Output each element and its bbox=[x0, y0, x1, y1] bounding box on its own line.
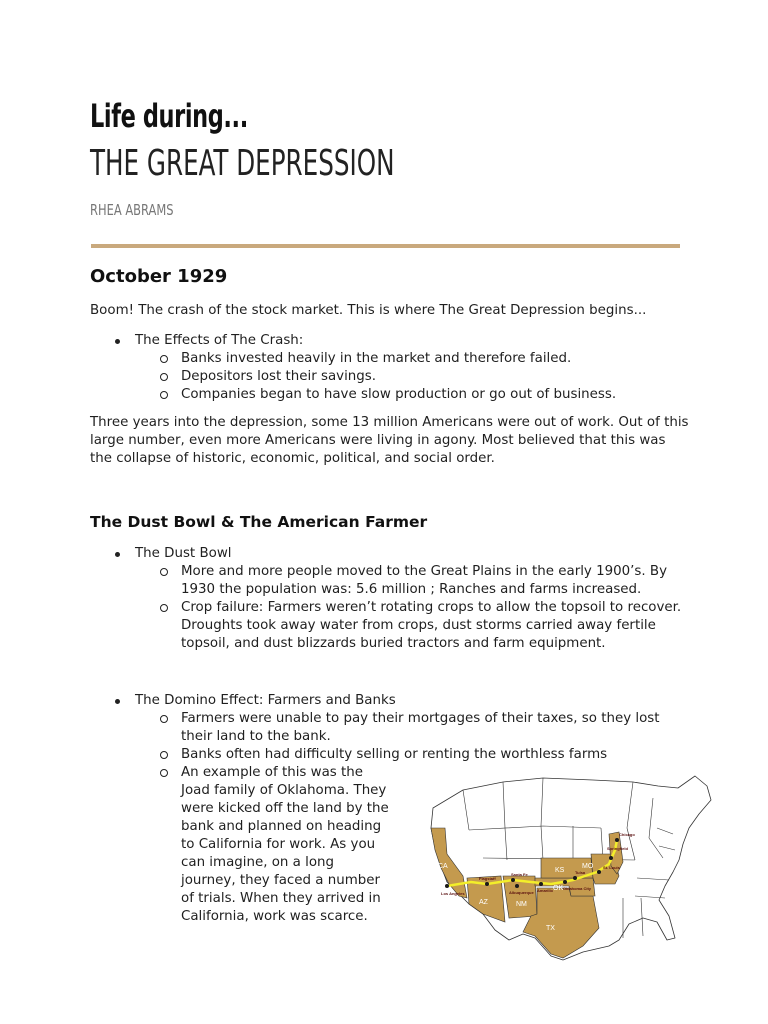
city-label-santa-fe: Santa Fe bbox=[511, 872, 528, 877]
section-heading-october-1929: October 1929 bbox=[90, 266, 228, 287]
title-divider bbox=[91, 244, 680, 248]
dust-bowl-list bbox=[90, 545, 690, 653]
city-label-st-louis: St. Louis bbox=[603, 865, 620, 870]
state-label-ks: KS bbox=[555, 867, 565, 874]
subitem-great-plains-population: More and more people moved to the Great Plains in the early 1900’s. By 1930 the population was: 5.6 million ; Ranches and farms increased. bbox=[90, 563, 690, 599]
state-label-tx: TX bbox=[546, 925, 555, 932]
city-dot bbox=[511, 878, 515, 882]
subitem-banks-failed: Banks invested heavily in the market and therefore failed. bbox=[90, 350, 690, 368]
subitem-banks-difficulty: Banks often had difficulty selling or renting the worthless farms bbox=[90, 746, 690, 764]
subitem-joad-family: An example of this was the Joad family of Oklahoma. They were kicked off the land by the bank and planned on heading to California for work. As you can imagine, on a long journey, they faced a number of trials. When they arrived in California, work was scarce. bbox=[90, 764, 391, 926]
intro-paragraph: Boom! The crash of the stock market. This is where The Great Depression begins... bbox=[90, 303, 647, 318]
city-label-chicago: Chicago bbox=[619, 832, 635, 837]
title-line-1: Life during... bbox=[90, 97, 248, 135]
city-dot bbox=[615, 838, 619, 842]
city-label-los-angeles: Los Angeles bbox=[441, 891, 465, 896]
city-dot bbox=[485, 882, 489, 886]
bullet-effects-of-crash: The Effects of The Crash: bbox=[90, 332, 690, 350]
subitem-farmers-lost-land: Farmers were unable to pay their mortgages of their taxes, so they lost their land to the bank. bbox=[90, 710, 690, 746]
city-dot bbox=[597, 870, 601, 874]
author-name: RHEA ABRAMS bbox=[90, 201, 174, 219]
city-dot bbox=[609, 856, 613, 860]
us-route-66-map bbox=[423, 768, 721, 968]
state-label-ok: OK bbox=[553, 885, 564, 892]
section-heading-dust-bowl: The Dust Bowl & The American Farmer bbox=[90, 513, 428, 531]
unemployment-paragraph: Three years into the depression, some 13 million Americans were out of work. Out of this large number, even more Americans were living in agony. Most believed that this was the collapse of historic, economic, political, and social order. bbox=[90, 415, 689, 466]
state-label-mo: MO bbox=[582, 863, 594, 870]
city-label-albuquerque: Albuquerque bbox=[509, 890, 534, 895]
effects-list bbox=[90, 332, 690, 404]
bullet-dust-bowl: The Dust Bowl bbox=[90, 545, 690, 563]
subitem-depositors-lost: Depositors lost their savings. bbox=[90, 368, 690, 386]
bullet-domino-effect: The Domino Effect: Farmers and Banks bbox=[90, 692, 690, 710]
city-dot bbox=[539, 882, 543, 886]
state-label-az: AZ bbox=[479, 899, 488, 906]
city-dot bbox=[515, 884, 519, 888]
city-label-tulsa: Tulsa bbox=[575, 870, 586, 875]
city-dot bbox=[445, 884, 449, 888]
city-dot bbox=[563, 880, 567, 884]
state-label-ca: CA bbox=[438, 863, 448, 870]
city-label-oklahoma-city: Oklahoma City bbox=[563, 886, 592, 891]
city-label-springfield: Springfield bbox=[607, 846, 628, 851]
city-label-flagstaff: Flagstaff bbox=[479, 876, 496, 881]
state-label-nm: NM bbox=[516, 901, 527, 908]
city-label-amarillo: Amarillo bbox=[537, 888, 554, 893]
subitem-crop-failure: Crop failure: Farmers weren’t rotating crops to allow the topsoil to recover. Droughts took away water from crops, dust storms carried away fertile topsoil, and dust blizzards buried tractors and farm equipment. bbox=[90, 599, 690, 653]
subitem-companies-slow: Companies began to have slow production or go out of business. bbox=[90, 386, 690, 404]
title-line-2: THE GREAT DEPRESSION bbox=[90, 143, 395, 184]
city-dot bbox=[573, 876, 577, 880]
